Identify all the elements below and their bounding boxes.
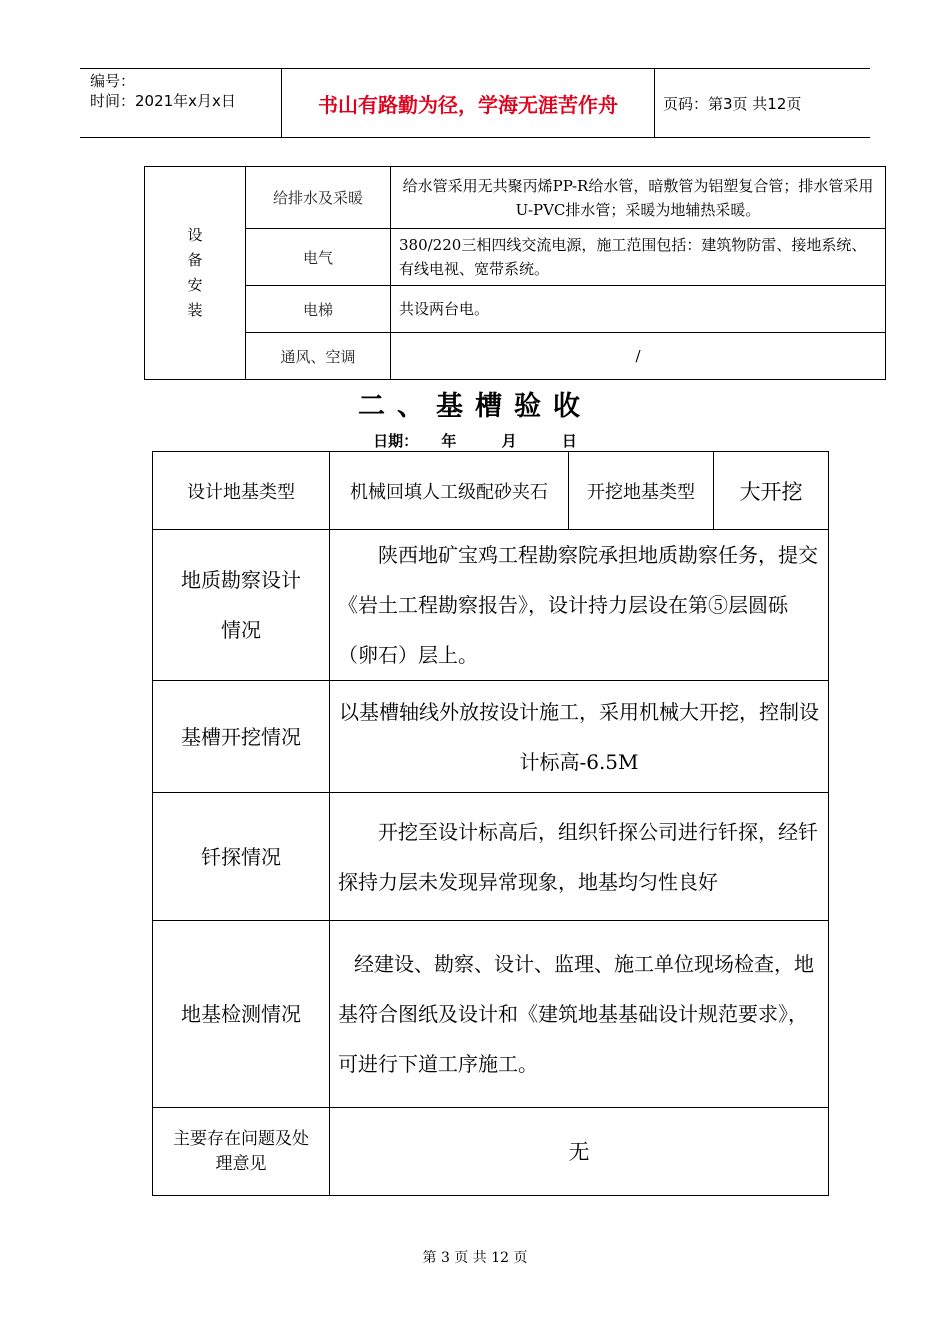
equipment-row-text: 共设两台电。: [391, 286, 886, 333]
page-footer: 第 3 页 共 12 页: [422, 1250, 528, 1266]
header-motto: 书山有路勤为径，学海无涯苦作舟: [282, 69, 655, 137]
row-label-excavation: 基槽开挖情况: [153, 681, 330, 793]
row-text-excavation: 以基槽轴线外放按设计施工，采用机械大开挖，控制设计标高-6.5M: [330, 681, 829, 793]
section-title: 二、基槽验收: [358, 391, 592, 422]
row-text-geology: 陕西地矿宝鸡工程勘察院承担地质勘察任务，提交《岩土工程勘察报告》，设计持力层设在第⑤层圆砾（卵石）层上。: [330, 530, 829, 681]
design-type-value: 机械回填人工级配砂夹石: [330, 452, 569, 530]
equipment-row-label: 电梯: [246, 286, 391, 333]
row-label-issues: 主要存在问题及处理意见: [153, 1108, 330, 1196]
row-label-geology: 地质勘察设计情况: [153, 530, 330, 681]
acceptance-table: [152, 451, 829, 1196]
equipment-row-text: 380/220三相四线交流电源，施工范围包括：建筑物防雷、接地系统、有线电视、宽带系统。: [391, 229, 886, 286]
date-label: 日期：: [373, 432, 419, 450]
date-month: 月: [501, 432, 517, 450]
date-day: 日: [561, 432, 577, 450]
row-text-probing: 开挖至设计标高后，组织钎探公司进行钎探，经钎探持力层未发现异常现象，地基均匀性良好: [330, 793, 829, 921]
document-number-label: 编号：: [90, 72, 136, 90]
equipment-row-label: 电气: [246, 229, 391, 286]
excavation-type-value: 大开挖: [714, 452, 829, 530]
excavation-type-label: 开挖地基类型: [569, 452, 714, 530]
date-line: [0, 430, 950, 451]
equipment-category: 设 备 安 装: [145, 167, 246, 380]
header-meta: [80, 69, 282, 137]
equipment-table: [144, 166, 886, 380]
design-type-label: 设计地基类型: [153, 452, 330, 530]
equipment-row-text: /: [391, 333, 886, 380]
equipment-row-label: 通风、空调: [246, 333, 391, 380]
row-label-probing: 钎探情况: [153, 793, 330, 921]
document-time-label: 时间：2021年x月x日: [90, 92, 236, 110]
header-page-info: 页码：第3页 共12页: [663, 94, 802, 113]
date-year: 年: [441, 432, 457, 450]
row-text-inspection: 经建设、勘察、设计、监理、施工单位现场检查，地基符合图纸及设计和《建筑地基基础设计规范要求》，可进行下道工序施工。: [330, 921, 829, 1108]
row-label-inspection: 地基检测情况: [153, 921, 330, 1108]
page-header: [80, 68, 870, 138]
equipment-row-text: 给水管采用无共聚丙烯PP-R给水管，暗敷管为铝塑复合管；排水管采用U-PVC排水管；采暖为地辅热采暖。: [391, 167, 886, 229]
equipment-row-label: 给排水及采暖: [246, 167, 391, 229]
row-text-issues: 无: [330, 1108, 829, 1196]
